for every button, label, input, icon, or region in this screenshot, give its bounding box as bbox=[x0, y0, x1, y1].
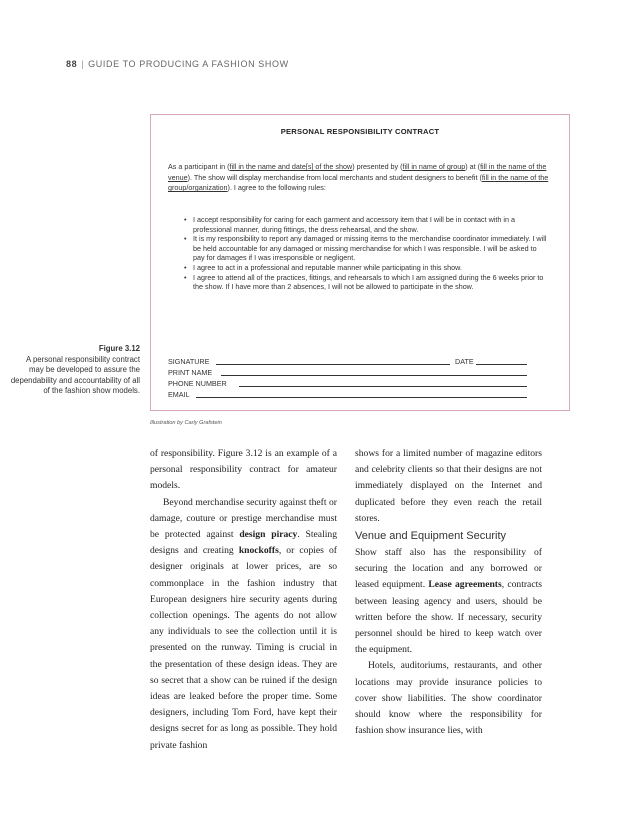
rule-text: I agree to act in a professional and reputable manner while participating in this show. bbox=[193, 262, 462, 272]
blank-venue-name: fill in the name of the venue bbox=[168, 162, 547, 182]
body-paragraph bbox=[355, 545, 542, 658]
body-paragraph: shows for a limited number of magazine editors and celebrity clients so that their designs are not immediately displayed on the Internet and duplicated before they even reach the retail stores. bbox=[355, 448, 542, 524]
body-column-right bbox=[355, 446, 542, 739]
date-rule bbox=[476, 364, 527, 365]
body-paragraph bbox=[150, 495, 337, 754]
key-term-knockoffs: knockoffs bbox=[238, 545, 279, 557]
rule-item bbox=[184, 273, 549, 292]
body-text: Beyond merchandise security against theft or damage, couture or prestige merchandise must be protected against bbox=[150, 496, 337, 541]
contract-rules bbox=[184, 215, 549, 292]
rule-text: I accept responsibility for caring for each garment and accessory item that I will be in contact with in a professional manner, during fittings, the dress rehearsal, and the show. bbox=[193, 215, 515, 234]
key-term-design-piracy: design piracy bbox=[239, 529, 298, 541]
signature-label: SIGNATURE bbox=[168, 357, 210, 366]
rule-text: It is my responsibility to report any damaged or missing items to the merchandise coordinator immediately. I will be held accountable for any damaged or missing merchandise for which I was responsible. I will be asked to pay for damages if I was irresponsible or negligent. bbox=[193, 234, 547, 263]
blank-group-name: fill in name of group bbox=[402, 162, 466, 171]
responsibility-contract bbox=[150, 114, 570, 411]
rule-item bbox=[184, 234, 549, 263]
bullet-icon: • bbox=[184, 272, 187, 282]
intro-text-5: ). I agree to the following rules: bbox=[227, 183, 326, 193]
rule-item bbox=[184, 215, 549, 234]
blank-show-name: fill in the name and date[s] of the show bbox=[229, 162, 353, 171]
bullet-icon: • bbox=[184, 215, 187, 224]
body-paragraph: Hotels, auditoriums, restaurants, and other locations may provide insurance policies to cover show liabilities. The show coordinator should know where the responsibility for fashion show insurance lies, with bbox=[355, 660, 542, 737]
email-line bbox=[168, 390, 528, 400]
figure-caption bbox=[10, 344, 140, 397]
intro-text-2: ) presented by ( bbox=[352, 162, 403, 171]
bullet-icon: • bbox=[184, 262, 187, 272]
bullet-icon: • bbox=[184, 234, 187, 244]
phone-number-line bbox=[168, 379, 528, 389]
print-name-line bbox=[168, 368, 528, 378]
phone-rule bbox=[239, 386, 527, 387]
page-number: 88 bbox=[66, 59, 78, 69]
email-label: EMAIL bbox=[168, 390, 190, 399]
body-column-left bbox=[150, 446, 337, 754]
contract-intro bbox=[168, 162, 550, 194]
section-heading: Venue and Equipment Security bbox=[355, 530, 507, 543]
body-text: , or copies of designer originals at lower prices, are so commonplace in the fashion industry that European designers hire security agents during collection openings. The agents do not allow any individuals to see the collection until it is presented on the runway. Timing is crucial in the presentation of these design ideas. They are so secret that a show can be ruined if the design ideas are leaked before the proper time. Some designers, including Tom Ford, have kept their designs secret for as long as possible. They hold private fashion bbox=[150, 545, 337, 751]
intro-text-4: ). The show will display merchandise from local merchants and student designers to benefit ( bbox=[187, 172, 482, 182]
rule-item bbox=[184, 263, 549, 273]
body-paragraph: of responsibility. Figure 3.12 is an example of a personal responsibility contract for amateur models. bbox=[150, 448, 337, 492]
figure-caption-text: A personal responsibility contract may be developed to assure the dependability and accountability of all of the fashion show models. bbox=[10, 354, 140, 396]
body-text: , contracts between leasing agency and users, should be written before the show. If necessary, security personnel should be hired to keep watch over the equipment. bbox=[355, 579, 542, 656]
intro-text-1: As a participant in ( bbox=[168, 162, 230, 171]
rule-text: I agree to attend all of the practices, fittings, and rehearsals to which I am assigned during the 6 weeks prior to the show. If I have more than 2 absences, I will not be allowed to participate in the show. bbox=[193, 272, 544, 292]
header-separator: | bbox=[81, 59, 85, 69]
email-rule bbox=[196, 397, 527, 398]
phone-label: PHONE NUMBER bbox=[168, 379, 227, 388]
contract-title: PERSONAL RESPONSIBILITY CONTRACT bbox=[280, 127, 440, 136]
body-text: Show staff also has the responsibility of securing the location and any borrowed or leased equipment. bbox=[355, 547, 542, 591]
signature-rule bbox=[216, 364, 450, 365]
print-name-label: PRINT NAME bbox=[168, 368, 213, 377]
running-header bbox=[66, 59, 289, 69]
running-title: GUIDE TO PRODUCING A FASHION SHOW bbox=[88, 59, 289, 69]
illustration-credit: Illustration by Carly Grafstein bbox=[150, 420, 222, 426]
key-term-lease-agreements: Lease agreements bbox=[428, 579, 502, 591]
date-label: DATE bbox=[455, 357, 474, 366]
blank-organization-name: fill in the name of the group/organization bbox=[168, 172, 549, 193]
signature-line bbox=[168, 357, 528, 367]
print-name-rule bbox=[221, 375, 527, 376]
intro-text-3: ) at ( bbox=[465, 162, 481, 171]
body-text: . Stealing designs and creating bbox=[150, 529, 337, 557]
figure-label: Figure 3.12 bbox=[98, 344, 140, 353]
